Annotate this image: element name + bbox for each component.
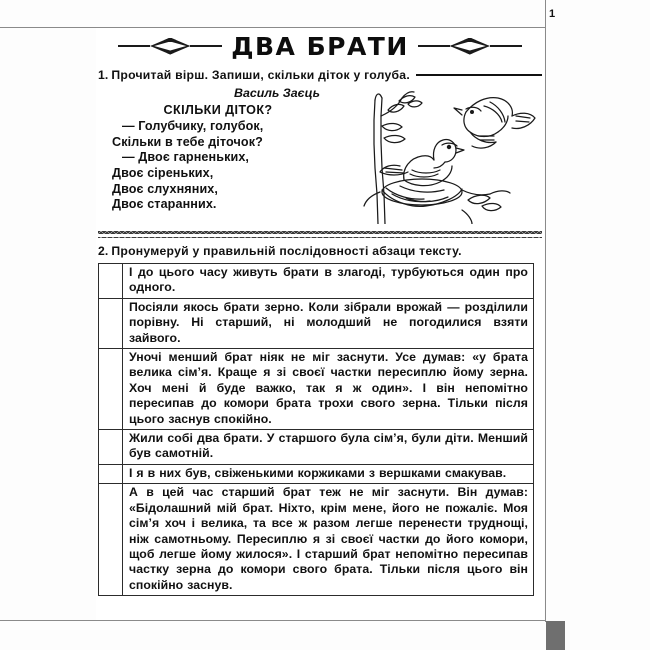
edge-tab-marker: [546, 621, 565, 650]
poem-line: Двоє сіреньких,: [112, 165, 214, 180]
poem-line: — Двоє гарненьких,: [122, 150, 250, 165]
task-2-instruction-row: [98, 244, 542, 258]
order-input-cell[interactable]: [99, 349, 123, 430]
bottom-crop-rule: [0, 620, 545, 621]
task-2-text: Пронумеруй у правильній послідовності абзаци тексту.: [111, 244, 462, 258]
order-input-cell[interactable]: [99, 464, 123, 483]
task-1-answer-blank[interactable]: [416, 74, 542, 76]
poem-line: — Голубчику, голубок,: [122, 119, 264, 134]
order-input-cell[interactable]: [99, 484, 123, 596]
table-row: [99, 430, 534, 465]
poem-line: Скільки в тебе діточок?: [112, 134, 263, 149]
table-row: [99, 484, 534, 596]
order-input-cell[interactable]: [99, 264, 123, 299]
task-1-number: 1.: [98, 68, 109, 82]
paragraph-text: І я в них був, свіженькими коржиками з вершками смакував.: [123, 464, 534, 483]
task-2-number: 2.: [98, 244, 109, 258]
poem-line: Двоє слухняних,: [112, 181, 219, 196]
poem-title: СКІЛЬКИ ДІТОК?: [163, 102, 273, 117]
task-1-instruction-row: [98, 68, 542, 82]
order-input-cell[interactable]: [99, 298, 123, 348]
doves-nest-branch-illustration: [344, 82, 540, 224]
ornament-right-icon: [418, 38, 522, 55]
paragraph-text: Посіяли якось брати зерно. Коли зібрали врожай — розділили порівну. Ні старший, ні молодший не погодилися взяти зайвого.: [123, 298, 534, 348]
table-row: [99, 264, 534, 299]
paragraph-text: Жили собі два брати. У старшого була сім’я, були діти. Менший був самотній.: [123, 430, 534, 465]
zigzag-divider: [98, 231, 542, 238]
paragraph-text: І до цього часу живуть брати в злагоді, турбуються один про одного.: [123, 264, 534, 299]
order-input-cell[interactable]: [99, 430, 123, 465]
poem-author: Василь Заєць: [234, 86, 320, 100]
table-row: [99, 349, 534, 430]
poem-area: [98, 86, 542, 226]
table-row: [99, 298, 534, 348]
right-crop-rule: [545, 0, 546, 622]
page-title: ДВА БРАТИ: [231, 31, 409, 61]
paragraph-text: Уночі менший брат ніяк не міг заснути. Усе думав: «у брата велика сім’я. Краще я зі своєї частки пересиплю йому зерна. Хоч мені й буде важко, так я ж один». І він непомітно пересипав до комори брата трохи свого зерна. Тільки після цього заснув спокійно.: [123, 349, 534, 430]
page-content: [96, 28, 544, 620]
ornament-left-icon: [118, 38, 222, 55]
page-number: 1: [549, 8, 556, 20]
task-1-text: Прочитай вірш. Запиши, скільки діток у голуба.: [111, 68, 410, 82]
page-title-row: [98, 31, 542, 61]
paragraph-order-table: [98, 263, 534, 596]
paragraph-text: А в цей час старший брат теж не міг заснути. Він думав: «Бідолашний мій брат. Ніхто, крім мене, його не пожаліє. Моя сім’я хоч і велика, та все ж разом легше перенести труднощі, ніж самотньому. Пересиплю я зі своєї частки до його комори, щоб легше йому жилося». І старший брат непомітно пересипав частку зерна до комори свого брата. Тільки після цього він спокійно заснув.: [123, 484, 534, 596]
poem-line: Двоє старанних.: [112, 197, 217, 212]
poem-block: [112, 86, 342, 213]
table-row: [99, 464, 534, 483]
